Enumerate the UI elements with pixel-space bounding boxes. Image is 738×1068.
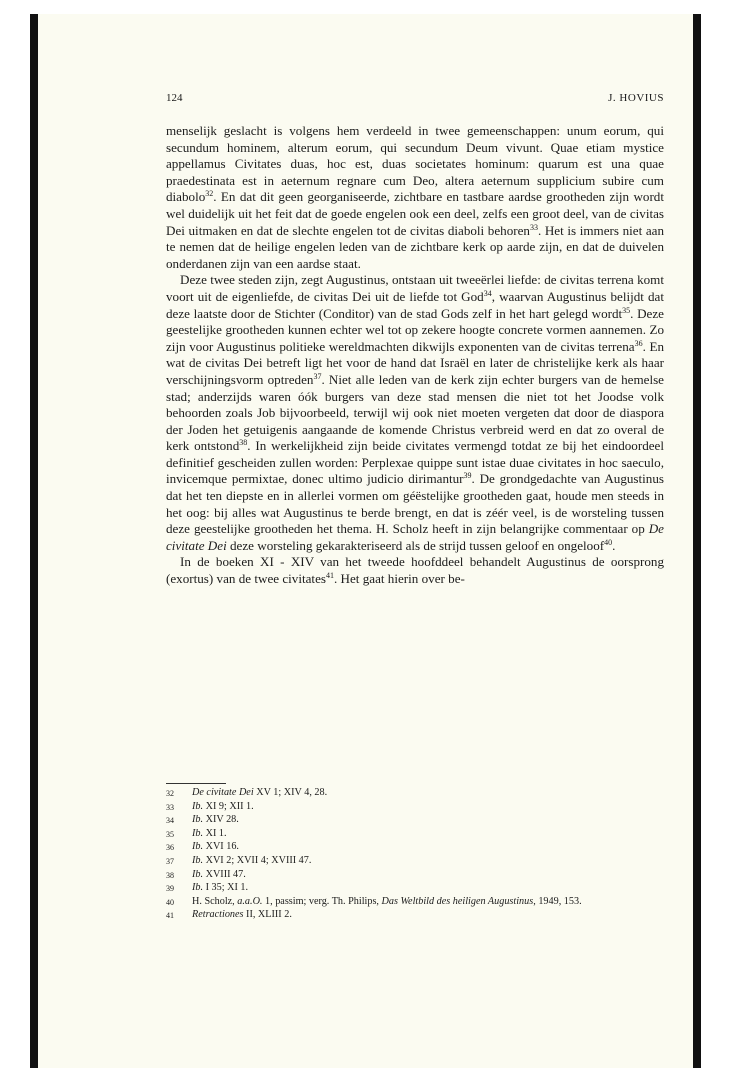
scan-border-left — [30, 14, 38, 1068]
text-run: , waarvan Augustinus belijdt dat deze laatste door de Stichter (Conditor) van de stad Gods zelf in het hart gelegd wordt — [166, 288, 664, 321]
footnote — [166, 869, 664, 883]
text-run: . Het gaat hierin over be- — [333, 571, 465, 587]
footnote — [166, 882, 664, 896]
footnote-number: 35 — [166, 829, 174, 839]
footnotes — [166, 787, 664, 923]
footnote-ref: 38 — [239, 438, 248, 448]
footnote-ref: 41 — [325, 571, 334, 581]
text-run: H. Scholz, — [192, 895, 238, 907]
italic-title: Ib. — [192, 814, 204, 826]
footnote-text — [192, 814, 664, 828]
footnote-text — [192, 828, 664, 842]
text-run: XVI 2; XVII 4; XVIII 47. — [203, 854, 312, 866]
italic-title: Ib. — [192, 882, 204, 894]
italic-title: De civitate Dei — [192, 787, 254, 798]
italic-title: Ib. — [192, 800, 204, 812]
text-run: XV 1; XIV 4, 28. — [253, 787, 328, 798]
footnote-text — [192, 787, 664, 801]
footnote — [166, 896, 664, 910]
page-number: 124 — [166, 92, 183, 104]
footnote-number: 33 — [166, 802, 174, 812]
footnote-number: 37 — [166, 856, 174, 866]
scan-border-right — [693, 14, 701, 1068]
footnote — [166, 909, 664, 923]
italic-title: Ib. — [192, 841, 204, 853]
footnote-ref: 36 — [634, 338, 643, 348]
paragraph — [166, 272, 664, 554]
italic-title: Ib. — [192, 868, 204, 880]
italic-title: Ib. — [192, 827, 204, 839]
footnote — [166, 828, 664, 842]
text-run: XVIII 47. — [203, 868, 246, 880]
text-run: In de boeken XI - XIV van het tweede hoofddeel behandelt Augustinus de oorsprong (exortus) van de twee civitates — [166, 554, 664, 587]
text-run: . Deze geestelijke grootheden kunnen echter wel tot op zekere hoogte concrete vormen aannemen. Zo zijn voor Augustinus politieke wereldmachten dikwijls exponenten van de civitas terrena — [166, 305, 664, 354]
footnote-ref: 34 — [483, 288, 492, 298]
text-run: . Niet alle leden van de kerk zijn echter burgers van de hemelse stad; anderzijds waren óók burgers van deze stad mensen die niet tot het Joodse volk behoorden zoals Job bijvoorbeeld, terwijl wij ook niet moeten vergeten dat door de diaspora der Joden het getuigenis aangaande de komende Christus verbreid werd en dat zo overal de kerk ontstond — [166, 371, 664, 454]
footnote-text — [192, 855, 664, 869]
text-run: . En dat dit geen georganiseerde, zichtbare en tastbare aardse grootheden zijn wordt wel duidelijk uit het feit dat de goede engelen ook een deel, zelfs een groot deel, van de civitas Dei uitmaken en dat de slechte engelen tot de civitas diaboli behoren — [166, 189, 664, 238]
text-run: deze worsteling gekarakteriseerd als de strijd tussen geloof en ongeloof — [226, 537, 605, 553]
footnote-number: 36 — [166, 843, 174, 853]
text-run: . De grondgedachte van Augustinus dat het ten diepste en in allerlei vormen om géëstelijke grootheden gaat, houde men steeds in het oog: bij alles wat Augustinus te berde brengt, en dat is zéér veel, is de worsteling tussen deze geestelijke grootheden het thema. H. Scholz heeft in zijn belangrijke commentaar op — [166, 471, 664, 537]
text-run: . Het is immers niet aan te nemen dat de heilige engelen leden van de zichtbare kerk op aarde zijn, en dat de duivelen onderdanen zijn van een aardse staat. — [166, 222, 664, 271]
footnote-text — [192, 841, 664, 855]
text-run: Deze twee steden zijn, zegt Augustinus, ontstaan uit tweeërlei liefde: de civitas terrena komt voort uit de eigenliefde, de civitas Dei uit de liefde tot God — [166, 272, 664, 304]
text-run: XI 1. — [203, 827, 227, 839]
italic-title: a.a.O. — [237, 895, 263, 907]
footnote-number: 38 — [166, 870, 174, 880]
text-run: XI 9; XII 1. — [203, 800, 254, 812]
footnote — [166, 814, 664, 828]
paragraph — [166, 123, 664, 272]
text-run: . En wat de civitas Dei betreft ligt het voor de hand dat Israël en later de christelijke kerk als haar verschijningsvorm optreden — [166, 338, 665, 387]
italic-title: Retractiones — [192, 909, 244, 921]
footnote — [166, 841, 664, 855]
footnote-text — [192, 801, 664, 815]
footnote-ref: 35 — [622, 305, 631, 315]
footnote-number: 34 — [166, 816, 174, 826]
footnote-ref: 33 — [529, 222, 538, 232]
footnote-text — [192, 882, 664, 896]
paragraph — [166, 554, 664, 587]
footnote-number: 40 — [166, 897, 174, 907]
italic-title: Das Weltbild des heiligen Augustinus — [381, 895, 534, 907]
text-run: II, XLIII 2. — [243, 909, 292, 921]
footnote-ref: 39 — [463, 471, 472, 481]
footnote-ref: 40 — [604, 537, 613, 547]
footnote-ref: 37 — [313, 371, 322, 381]
text-run: XIV 28. — [203, 814, 239, 826]
footnote-divider — [166, 783, 226, 784]
italic-title: De civitate Dei — [166, 521, 664, 553]
footnote — [166, 801, 664, 815]
footnote — [166, 855, 664, 869]
text-run: I 35; XI 1. — [203, 882, 249, 894]
footnote-text — [192, 909, 664, 923]
text-run: . In werkelijkheid zijn beide civitates vermengd totdat ze bij het eindoordeel definitief gescheiden zullen worden: Perplexae quippe sunt istae duae civitates in hoc saeculo, invicemque permixtae, donec ultimo judicio dirimantur — [166, 438, 664, 487]
footnote-text — [192, 869, 664, 883]
text-run: . — [612, 537, 616, 553]
running-head: J. HOVIUS — [608, 92, 664, 104]
body-text — [166, 123, 664, 588]
footnote-number: 39 — [166, 884, 174, 894]
footnote-number: 41 — [166, 911, 174, 921]
page-header — [166, 92, 664, 108]
text-run: menselijk geslacht is volgens hem verdeeld in twee gemeenschappen: unum eorum, qui secundum hominem, alterum eorum, qui secundum Deum vivunt. Quae etiam mystice appellamus Civitates duas, hoc est, duas societates hominum: quarum est una quae praedestinata est in aeternum regnare cum Deo, altera aeternum supplicium subire cum diabolo — [166, 123, 664, 205]
footnote-ref: 32 — [205, 189, 214, 199]
text-run: 1, passim; verg. Th. Philips, — [262, 895, 382, 907]
italic-title: Ib. — [192, 854, 204, 866]
text-run: , 1949, 153. — [533, 895, 582, 907]
footnote — [166, 787, 664, 801]
text-run: XVI 16. — [203, 841, 239, 853]
footnote-number: 32 — [166, 789, 174, 798]
footnote-text — [192, 896, 664, 910]
